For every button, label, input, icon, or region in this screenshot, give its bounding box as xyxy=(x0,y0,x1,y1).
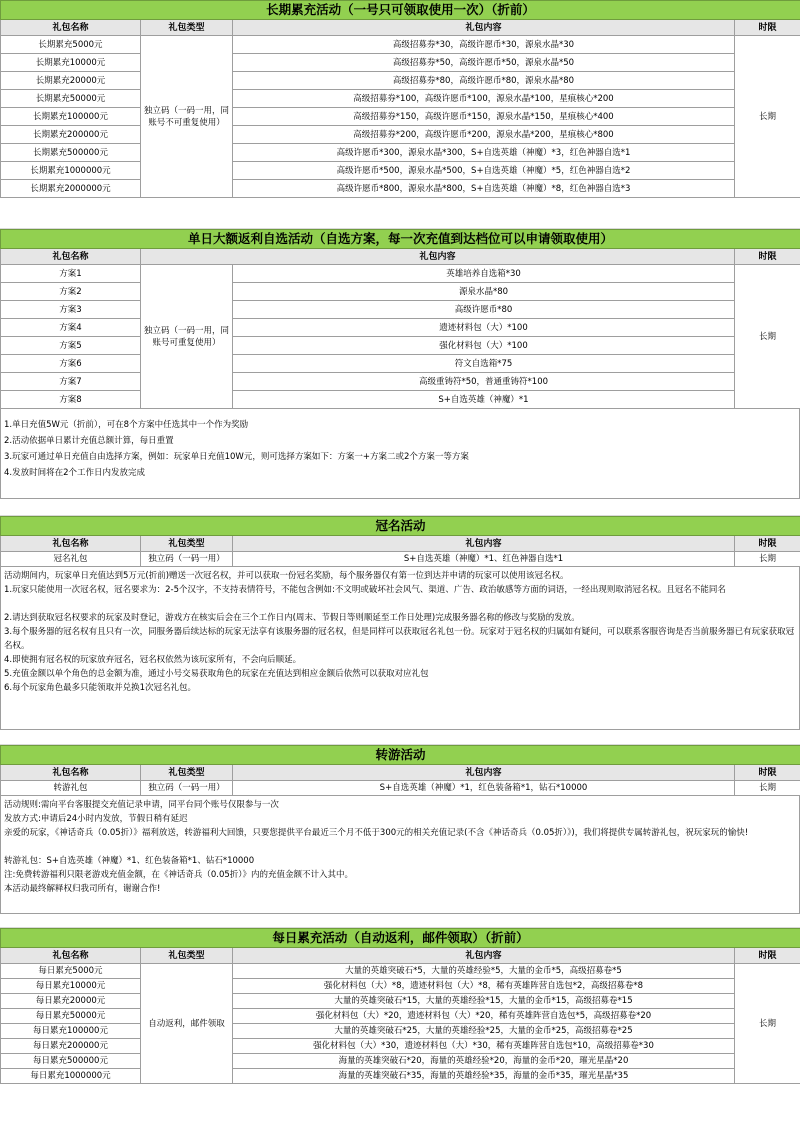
gift-name: 转游礼包 xyxy=(1,781,141,796)
table-row xyxy=(1,162,800,180)
plan-content: 强化材料包（大）*100 xyxy=(233,337,735,355)
section-title: 每日累充活动（自动返利，邮件领取）（折前） xyxy=(1,929,800,948)
gift-name: 每日累充100000元 xyxy=(1,1024,141,1039)
plan-name: 方案3 xyxy=(1,301,141,319)
table-row xyxy=(1,72,800,90)
table-row xyxy=(1,337,800,355)
gift-content: 强化材料包（大）*20，遗迹材料包（大）*20，稀有英雄阵营自选包*5，高级招募卷*20 xyxy=(233,1009,735,1024)
plan-name: 方案5 xyxy=(1,337,141,355)
header-content: 礼包内容 xyxy=(233,536,735,552)
header-name: 礼包名称 xyxy=(1,536,141,552)
naming-rights-table xyxy=(0,516,800,567)
gift-content: 高级招募券*100，高级许愿币*100，源泉水晶*100，星痕核心*200 xyxy=(233,90,735,108)
plan-name: 方案7 xyxy=(1,373,141,391)
gift-type: 自动返利，邮件领取 xyxy=(141,964,233,1084)
gift-content: S+自选英雄（神魔）*1、红色神器自选*1 xyxy=(233,552,735,567)
table-row xyxy=(1,1024,800,1039)
header-content: 礼包内容 xyxy=(233,20,735,36)
table-row xyxy=(1,552,800,567)
note-line: 5.充值金额以单个角色的总金额为准，通过小号交易获取角色的玩家在充值达到相应金额后依然可以获取对应礼包 xyxy=(4,669,429,679)
table-row xyxy=(1,964,800,979)
time-limit: 长期 xyxy=(735,552,800,567)
header-content: 礼包内容 xyxy=(141,249,735,265)
spacer xyxy=(0,198,800,229)
time-limit: 长期 xyxy=(735,781,800,796)
table-row xyxy=(1,355,800,373)
gift-content: 大量的英雄突破石*15，大量的英雄经验*15，大量的金币*15，高级招募卷*15 xyxy=(233,994,735,1009)
table-row xyxy=(1,781,800,796)
header-limit: 时限 xyxy=(735,948,800,964)
note-line: 亲爱的玩家，《神话奇兵（0.05折）》福利放送，转游福利大回馈，只要您提供平台最近三个月不低于300元的相关充值记录(不含《神话奇兵（0.05折）》)，我们将提供专属转游礼包，祝玩家玩的愉快! xyxy=(4,828,749,838)
table-row xyxy=(1,1054,800,1069)
gift-content: 高级招募券*50，高级许愿币*50，源泉水晶*50 xyxy=(233,54,735,72)
gift-content: 高级许愿币*500，源泉水晶*500，S+自选英雄（神魔）*5，红色神器自选*2 xyxy=(233,162,735,180)
gift-content: 大量的英雄突破石*25，大量的英雄经验*25，大量的金币*25，高级招募卷*25 xyxy=(233,1024,735,1039)
plan-name: 方案1 xyxy=(1,265,141,283)
plan-name: 方案6 xyxy=(1,355,141,373)
gift-content: S+自选英雄（神魔）*1，红色装备箱*1，钻石*10000 xyxy=(233,781,735,796)
note-line: 注:免费转游福利只限老游戏充值金额，在《神话奇兵（0.05折）》内的充值金额不计入其中。 xyxy=(4,870,354,880)
header-limit: 时限 xyxy=(735,765,800,781)
table-row xyxy=(1,319,800,337)
gift-content: 高级招募券*150，高级许愿币*150，源泉水晶*150，星痕核心*400 xyxy=(233,108,735,126)
gift-name: 每日累充10000元 xyxy=(1,979,141,994)
spacer xyxy=(0,499,800,516)
table-row xyxy=(1,391,800,409)
note-line: 1.玩家只能使用一次冠名权，冠名要求为：2-5个汉字，不支持表情符号，不能包含例如:不文明或破坏社会风气、渠道、广告、政治敏感等方面的词语，一经出现则取消冠名权。且冠名不能同名 xyxy=(4,585,726,595)
note-line: 6.每个玩家角色最多只能领取并兑换1次冠名礼包。 xyxy=(4,683,197,693)
table-row xyxy=(1,373,800,391)
gift-content: 大量的英雄突破石*5，大量的英雄经验*5，大量的金币*5，高级招募卷*5 xyxy=(233,964,735,979)
header-name: 礼包名称 xyxy=(1,948,141,964)
note-line: 3.玩家可通过单日充值自由选择方案，例如：玩家单日充值10W元，则可选择方案如下：方案一+方案二或2个方案一等方案 xyxy=(4,452,469,462)
table-row xyxy=(1,283,800,301)
table-row xyxy=(1,1039,800,1054)
plan-content: 高级重铸符*50，普通重铸符*100 xyxy=(233,373,735,391)
section-title: 单日大额返利自选活动（自选方案，每一次充值到达档位可以申请领取使用） xyxy=(1,230,800,249)
time-limit: 长期 xyxy=(735,964,800,1084)
daily-recharge-table xyxy=(0,928,800,1084)
gift-content: 高级许愿币*300，源泉水晶*300，S+自选英雄（神魔）*3，红色神器自选*1 xyxy=(233,144,735,162)
section-title: 冠名活动 xyxy=(1,517,800,536)
gift-name: 每日累充1000000元 xyxy=(1,1069,141,1084)
gift-name: 冠名礼包 xyxy=(1,552,141,567)
plan-content: 源泉水晶*80 xyxy=(233,283,735,301)
table-row xyxy=(1,144,800,162)
header-content: 礼包内容 xyxy=(233,948,735,964)
gift-name: 每日累充200000元 xyxy=(1,1039,141,1054)
gift-type: 独立码（一码一用） xyxy=(141,552,233,567)
gift-name: 长期累充20000元 xyxy=(1,72,141,90)
gift-name: 每日累充500000元 xyxy=(1,1054,141,1069)
gift-name: 长期累充100000元 xyxy=(1,108,141,126)
header-type: 礼包类型 xyxy=(141,948,233,964)
spacer xyxy=(0,914,800,928)
gift-content: 海量的英雄突破石*20，海量的英雄经验*20，海量的金币*20，璀光星晶*20 xyxy=(233,1054,735,1069)
rules-notes xyxy=(0,567,800,730)
note-line: 4.发放时间将在2个工作日内发放完成 xyxy=(4,468,146,478)
plan-content: 符文自选箱*75 xyxy=(233,355,735,373)
table-row xyxy=(1,108,800,126)
gift-type: 独立码（一码一用） xyxy=(141,781,233,796)
header-name: 礼包名称 xyxy=(1,765,141,781)
note-line: 活动期间内，玩家单日充值达到5万元(折前)赠送一次冠名权，并可以获取一份冠名奖励，每个服务器仅有第一位到达并申请的玩家可以使用该冠名权。 xyxy=(4,571,569,581)
plan-content: 遗迹材料包（大）*100 xyxy=(233,319,735,337)
rules-notes xyxy=(0,796,800,914)
plan-content: S+自选英雄（神魔）*1 xyxy=(233,391,735,409)
time-limit: 长期 xyxy=(735,36,800,198)
header-type: 礼包类型 xyxy=(141,20,233,36)
note-line: 发放方式:申请后24小时内发放，节假日稍有延迟 xyxy=(4,814,188,824)
table-row xyxy=(1,36,800,54)
long-term-recharge-table xyxy=(0,0,800,198)
spacer xyxy=(0,730,800,745)
daily-choice-rebate-table xyxy=(0,229,800,409)
table-row xyxy=(1,54,800,72)
gift-name: 长期累充2000000元 xyxy=(1,180,141,198)
header-limit: 时限 xyxy=(735,20,800,36)
header-type: 礼包类型 xyxy=(141,536,233,552)
note-line: 2.活动依据单日累计充值总额计算，每日重置 xyxy=(4,436,174,446)
plan-name: 方案4 xyxy=(1,319,141,337)
header-limit: 时限 xyxy=(735,249,800,265)
section-title: 长期累充活动（一号只可领取使用一次）（折前） xyxy=(1,1,800,20)
gift-content: 高级招募券*200，高级许愿币*200，源泉水晶*200，星痕核心*800 xyxy=(233,126,735,144)
table-row xyxy=(1,979,800,994)
note-line: 2.请达到获取冠名权要求的玩家及时登记，游戏方在核实后会在三个工作日内(周末、节假日等则顺延至工作日处理)完成服务器名称的修改与奖励的发放。 xyxy=(4,613,580,623)
table-row xyxy=(1,180,800,198)
table-row xyxy=(1,265,800,283)
gift-name: 长期累充500000元 xyxy=(1,144,141,162)
note-line: 本活动最终解释权归我司所有，谢谢合作! xyxy=(4,884,161,894)
note-line: 1.单日充值5W元（折前），可在8个方案中任选其中一个作为奖励 xyxy=(4,420,249,430)
gift-content: 强化材料包（大）*30，遗迹材料包（大）*30，稀有英雄阵营自选包*10，高级招募卷*30 xyxy=(233,1039,735,1054)
gift-name: 长期累充200000元 xyxy=(1,126,141,144)
plan-content: 英雄培养自选箱*30 xyxy=(233,265,735,283)
header-type: 礼包类型 xyxy=(141,765,233,781)
gift-content: 强化材料包（大）*8，遗迹材料包（大）*8，稀有英雄阵营自选包*2，高级招募卷*8 xyxy=(233,979,735,994)
gift-content: 高级招募券*30，高级许愿币*30，源泉水晶*30 xyxy=(233,36,735,54)
header-content: 礼包内容 xyxy=(233,765,735,781)
note-line: 3.每个服务器的冠名权有且只有一次，同服务器后续达标的玩家无法享有该服务器的冠名权，但是同样可以获取冠名礼包一份。玩家对于冠名权的归属如有疑问，可以联系客服咨询是否当前服务器已有玩家获取冠名权。 xyxy=(4,627,795,651)
gift-name: 每日累充50000元 xyxy=(1,1009,141,1024)
transfer-game-table xyxy=(0,745,800,796)
header-limit: 时限 xyxy=(735,536,800,552)
gift-type: 独立码（一码一用，同账号可重复使用） xyxy=(141,265,233,409)
table-row xyxy=(1,90,800,108)
gift-name: 每日累充5000元 xyxy=(1,964,141,979)
section-title: 转游活动 xyxy=(1,746,800,765)
rules-notes xyxy=(0,409,800,499)
gift-name: 长期累充1000000元 xyxy=(1,162,141,180)
table-row xyxy=(1,994,800,1009)
gift-name: 长期累充10000元 xyxy=(1,54,141,72)
header-name: 礼包名称 xyxy=(1,249,141,265)
table-row xyxy=(1,1009,800,1024)
gift-content: 高级许愿币*800，源泉水晶*800，S+自选英雄（神魔）*8，红色神器自选*3 xyxy=(233,180,735,198)
plan-name: 方案8 xyxy=(1,391,141,409)
table-row xyxy=(1,301,800,319)
plan-content: 高级许愿币*80 xyxy=(233,301,735,319)
note-line: 活动规则:需向平台客服提交充值记录申请，同平台同个账号仅限参与一次 xyxy=(4,800,279,810)
note-line: 转游礼包：S+自选英雄（神魔）*1、红色装备箱*1、钻石*10000 xyxy=(4,856,255,866)
gift-name: 每日累充20000元 xyxy=(1,994,141,1009)
table-row xyxy=(1,126,800,144)
gift-content: 高级招募券*80，高级许愿币*80，源泉水晶*80 xyxy=(233,72,735,90)
plan-name: 方案2 xyxy=(1,283,141,301)
time-limit: 长期 xyxy=(735,265,800,409)
gift-type: 独立码（一码一用，同账号不可重复使用） xyxy=(141,36,233,198)
gift-name: 长期累充5000元 xyxy=(1,36,141,54)
note-line: 4.即使拥有冠名权的玩家放弃冠名，冠名权依然为该玩家所有，不会向后顺延。 xyxy=(4,655,302,665)
table-row xyxy=(1,1069,800,1084)
gift-name: 长期累充50000元 xyxy=(1,90,141,108)
header-name: 礼包名称 xyxy=(1,20,141,36)
gift-content: 海量的英雄突破石*35，海量的英雄经验*35，海量的金币*35，璀光星晶*35 xyxy=(233,1069,735,1084)
